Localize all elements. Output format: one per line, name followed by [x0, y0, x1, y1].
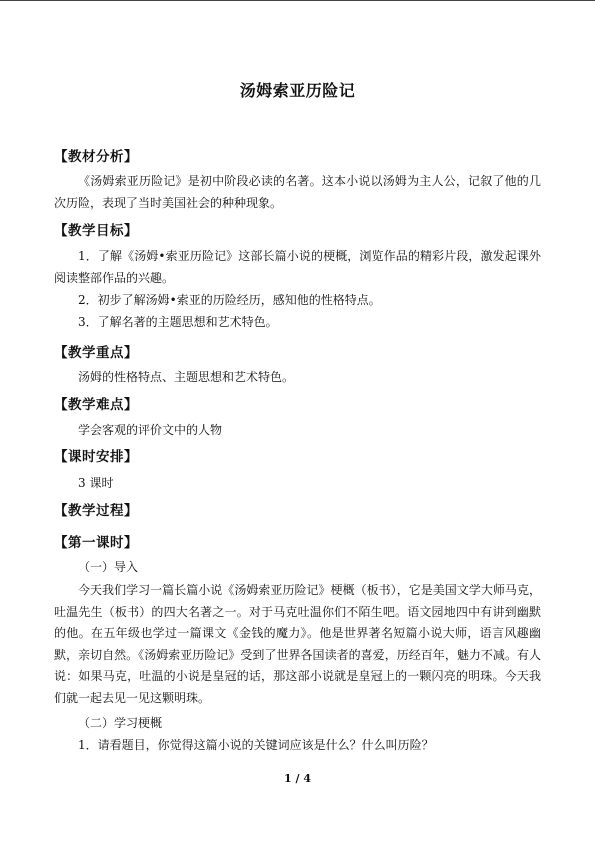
page-number: 1 / 4 — [284, 772, 311, 785]
goal-item-3: 3．了解名著的主题思想和艺术特色。 — [78, 315, 278, 329]
intro-label: （一）导入 — [78, 560, 139, 574]
header-rule — [0, 0, 595, 1]
goal-item-1: 1．了解《汤姆•索亚历险记》这部长篇小说的梗概，浏览作品的精彩片段，激发起课外阅读整部作品的兴趣。 — [54, 249, 541, 285]
summary-label: （二）学习梗概 — [78, 716, 163, 730]
section-heading-goals: 【教学目标】 — [54, 223, 138, 239]
section-heading-analysis: 【教材分析】 — [54, 149, 138, 165]
section-heading-schedule: 【课时安排】 — [54, 449, 138, 465]
section-heading-difficulties: 【教学难点】 — [54, 397, 138, 413]
difficulties-text: 学会客观的评价文中的人物 — [78, 423, 223, 437]
goal-item-2: 2．初步了解汤姆•索亚的历险经历，感知他的性格特点。 — [78, 293, 381, 307]
analysis-paragraph: 《汤姆索亚历险记》是初中阶段必读的名著。这本小说以汤姆为主人公，记叙了他的几次历险，表现了当时美国社会的种种现象。 — [54, 174, 541, 210]
document-title: 汤姆索亚历险记 — [239, 81, 356, 100]
section-heading-key-points: 【教学重点】 — [54, 345, 138, 361]
section-heading-process: 【教学过程】 — [54, 503, 138, 519]
schedule-text: 3 课时 — [78, 476, 114, 490]
question-1: 1．请看题目，你觉得这篇小说的关键词应该是什么？什么叫历险？ — [78, 738, 434, 752]
section-heading-lesson1: 【第一课时】 — [54, 535, 138, 551]
intro-paragraph: 今天我们学习一篇长篇小说《汤姆索亚历险记》梗概（板书），它是美国文学大师马克，吐温先生（板书）的四大名著之一。对于马克吐温你们不陌生吧。语文园地四中有讲到幽默的他。在五年级也学过一篇课文《金钱的魔力》。他是世界著名短篇小说大师，语言风趣幽默，亲切自然。《汤姆索亚历险记》受到了世界各国读者的喜爱，历经百年，魅力不减。有人说：如果马克，吐温的小说是皇冠的话，那这部小说就是皇冠上的一颗闪亮的明珠。今天我们就一起去见一见这颗明珠。 — [54, 583, 541, 705]
key-points-text: 汤姆的性格特点、主题思想和艺术特色。 — [78, 370, 295, 384]
